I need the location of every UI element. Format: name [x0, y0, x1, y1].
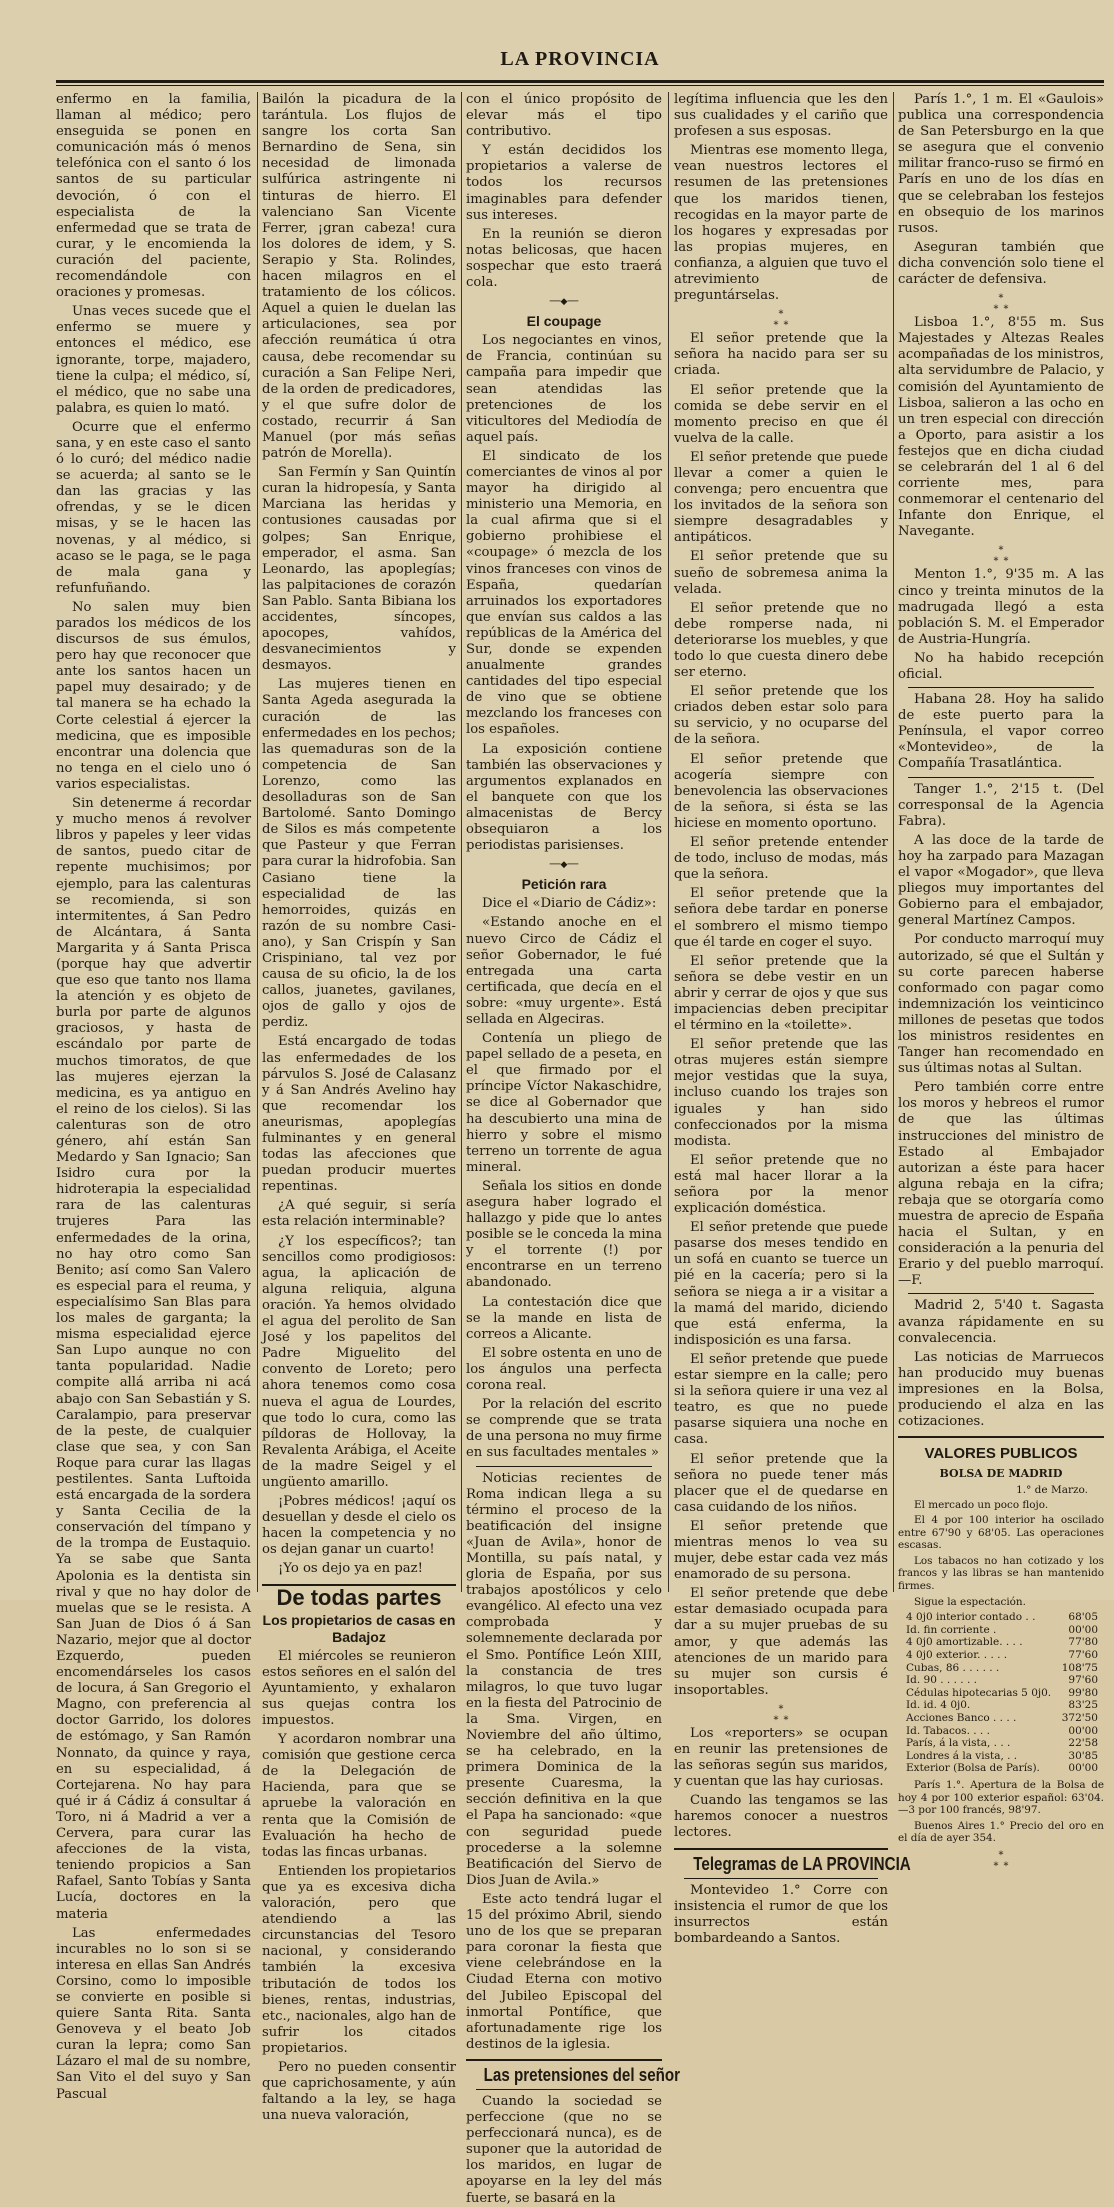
paragraph: con el único propósito de elevar más el tipo contributivo. [466, 92, 662, 140]
paragraph: San Fermín y San Quintín curan la hidropesía, y Santa Marciana las heridas y contusiones causadas por golpes; San Enrique, emperador, el asma. San Leonardo, las apoplegías; las palpitaciones de corazón San Pablo. Santa Bibiana los accidentes, síncopes, apocopes, vahídos, desvanecimientos y desmayos. [262, 465, 456, 674]
paragraph: El señor pretende que puede pasarse dos meses tendido en un sofá en cuanto se tuerce un pié en la cacería; pero si la señora se niega a ir a visitar a la mamá del marido, diciendo que está enferma, la indisposición es una farsa. [674, 1220, 888, 1348]
quote-value: 372'50 [1061, 1712, 1098, 1724]
column-2 [262, 92, 456, 2124]
paragraph: Pero no pueden consentir que caprichosamente, y aún faltando a la ley, se haga una nueva valoración, [262, 2059, 456, 2124]
quote-row [898, 1674, 1104, 1687]
paragraph: Montevideo 1.° Corre con insistencia el rumor de que los insurrectos están bombardeando a Santos. [674, 1882, 888, 1946]
quote-row [898, 1687, 1104, 1700]
paragraph: La exposición contiene también las observaciones y argumentos explanados en el banquete con que los almacenistas de Bercy obsequiaron a los periodistas parisienses. [466, 741, 662, 854]
paragraph: El sobre ostenta en uno de los ángulos una perfecta corona real. [466, 1345, 662, 1394]
divider [908, 1293, 1094, 1294]
quote-value: 77'80 [1068, 1636, 1098, 1649]
paragraph: La contestación dice que se la mande en lista de correos a Alicante. [466, 1294, 662, 1342]
quote-value: 97'60 [1068, 1674, 1098, 1687]
asterism-divider: ∗ ∗ ∗ [992, 543, 1010, 566]
quote-label: Id. 90 . . . . . . [906, 1674, 977, 1687]
paragraph: Está encargado de todas las enfermedades de los párvulos S. José de Calasanz y á San Andrés Avelino hay que recomendar los aneurismas, apoplegías fulminantes y en general todas las afecciones que puedan producir muertes repentinas. [262, 1034, 456, 1195]
paragraph: «Estando anoche en el nuevo Circo de Cádiz el señor Gobernador, le fué entregada una carta certificada, que decía en el sobre: «muy urgente». Está sellada en Algeciras. [466, 915, 662, 1027]
quote-row [898, 1712, 1104, 1725]
quote-label: 4 0j0 exterior. . . . . [906, 1649, 1008, 1662]
paragraph: Este acto tendrá lugar el 15 del próximo Abril, siendo uno de los que se preparan para coronar la fiesta que viene celebrándose en la Ciudad Eterna con motivo del Jubileo Episcopal del inmortal Pontífice, que afortunadamente rige los destinos de la iglesia. [466, 1891, 662, 2052]
quote-value: 99'80 [1068, 1686, 1098, 1699]
article-title-peticion-rara: Petición rara [521, 876, 607, 893]
quote-value: 30'85 [1068, 1749, 1098, 1762]
divider [908, 687, 1094, 688]
paragraph: Unas veces sucede que el enfermo se muere y entonces el médico, ese ignorante, torpe, majadero, tiene la culpa; el médico, sí, el médico, que no sabe una palabra, es quien lo mató. [56, 304, 251, 416]
column-4 [674, 92, 911, 1946]
quote-row [898, 1762, 1104, 1775]
quote-value: 00'00 [1068, 1724, 1098, 1737]
paragraph: El señor pretende que su sueño de sobremesa anima la velada. [674, 549, 888, 597]
paragraph: Los negociantes en vinos, de Francia, continúan su campaña para impedir que sean atendidas las pretenciones de los viticultores del Mediodía de aquel país. [466, 333, 662, 445]
paragraph: legítima influencia que les den sus cualidades y el cariño que profesen a sus esposas. [674, 92, 888, 140]
quote-label: Cubas, 86 . . . . . . [906, 1661, 1000, 1674]
paragraph: Las enfermedades incurables no lo son si se interesa en ellas San Andrés Corsino, como lo imposible se convierte en posible si quiere Santa Rita. Santa Genoveva y el beato Job curan la lepra; como San Lázaro el mal de su nombre, San Vito el del suyo y San Pascual [56, 1925, 251, 2102]
paragraph: Madrid 2, 5'40 t. Sagasta avanza rápidamente en su convalecencia. [898, 1298, 1104, 1346]
paragraph: El señor pretende que mientras menos lo vea su mujer, debe estar cada vez más enamorado de su persona. [674, 1518, 888, 1583]
paragraph: El señor pretende que la señora no puede tener más placer que el de quedarse en casa cuidando de los niños. [674, 1451, 888, 1515]
quote-row [898, 1611, 1104, 1624]
divider [908, 777, 1094, 778]
market-note: París 1.°. Apertura de la Bolsa de hoy 4 por 100 exterior español: 63'04.—3 por 100 francés, 98'97. [898, 1778, 1104, 1817]
paragraph: El señor pretende entender de todo, incluso de modas, más que la señora. [674, 835, 888, 883]
paragraph: El señor pretende que puede llevar a comer a quien le convenga; pero encuentra que los invitados de la señora son siempre desagradables y antipáticos. [674, 449, 888, 546]
section-title-telegramas: Telegramas de LA PROVINCIA [693, 1852, 911, 1874]
quote-row [898, 1662, 1104, 1675]
quote-label: Acciones Banco . . . . [906, 1712, 1017, 1724]
asterism-divider: ∗ ∗ ∗ [772, 307, 790, 330]
paragraph: El señor pretende que no debe romperse nada, ni deteriorarse los muebles, y que todo lo que cuesta dinero debe ser eterno. [674, 600, 888, 681]
paragraph: Y acordaron nombrar una comisión que gestione cerca de la Delegación de Hacienda, para que se apruebe la valoración en renta que la Comisión de Evaluación ha hecho de todas las fincas urbanas. [262, 1732, 456, 1860]
quote-label: París, á la vista, . . . [906, 1737, 1011, 1750]
column-3 [466, 92, 681, 2206]
divider [476, 2089, 652, 2090]
paragraph: El señor pretende que puede estar siempre en la calle; pero si la señora quiere ir una vez al teatro, es que no puede pasarse siquiera una noche en casa. [674, 1351, 888, 1448]
paragraph: enfermo en la familia, llaman al médico; pero enseguida se ponen en comunicación más ó menos telefónica con el santo ó los santos de su particular devoción, ó con el especialista de la enfermedad que se trata de curar, y le encomienda la curación del paciente, recomendándole con oraciones y promesas. [56, 92, 251, 301]
asterism-divider: ∗ ∗ ∗ [772, 1701, 790, 1724]
masthead [56, 48, 1104, 78]
section-title-de-todas-partes: De todas partes [262, 1584, 456, 1606]
quote-row [898, 1750, 1104, 1763]
divider [898, 1436, 1104, 1438]
article-title-coupage: El coupage [526, 313, 602, 330]
market-note: Sigue la espectación. [914, 1595, 1026, 1608]
bolsa-date: 1.° de Marzo. [1016, 1484, 1088, 1497]
paragraph: Lisboa 1.°, 8'55 m. Sus Majestades y Altezas Reales acompañadas de los ministros, alta servidumbre de Palacio, y comisión del Ayuntamiento de Lisboa, salieron a las ocho en un tren especial con dirección a Oporto, para asistir a los festejos que en dicha ciudad se celebrarán del 1 al 6 del corriente mes, para conmemorar el centenario del Infante don Enrique, el Navegante. [898, 315, 1104, 540]
paragraph: Noticias recientes de Roma indican llega a su término el proceso de la beatificación del insigne «Juan de Avila», honor de Montilla, su país natal, y gloria de España, por sus trabajos apostólicos y celo evangélico. Al efecto una vez comprobada y solemnemente declarada por el Smo. Pontífice León XIII, la constancia de tres milagros, lo que tuvo lugar en la fiesta del Patrocinio de la Sma. Virgen, en Noviembre del año último, se ha celebrado, en la primera Dominica de la presente Cuaresma, la sección definitiva en la que el Papa ha sancionado: «que con seguridad puede procederse a la solemne Beatificación del Siervo de Dios Juan de Avila.» [466, 1470, 662, 1888]
market-note: Buenos Aires 1.° Precio del oro en el día de ayer 354. [898, 1819, 1104, 1845]
quote-row [898, 1699, 1104, 1712]
paragraph: El señor pretende que la comida se debe servir en el momento preciso en que él vuelva de la calle. [674, 382, 888, 446]
paragraph: El miércoles se reunieron estos señores en el salón del Ayuntamiento, y exhalaron sus quejas contra los impuestos. [262, 1648, 456, 1728]
paragraph: El señor pretende que debe estar demasiado ocupada para dar a su mujer pruebas de su amor, y que además las atenciones de un marido para su mujer son cursis é insoportables. [674, 1586, 888, 1698]
paragraph: ¡Pobres médicos! ¡aquí os desuellan y desde el cielo os hacen la competencia y no os dejan ganar un cuarto! [262, 1494, 456, 1558]
bolsa-subtitle: BOLSA DE MADRID [939, 1467, 1063, 1481]
divider [476, 1466, 652, 1467]
quote-row [898, 1636, 1104, 1649]
paragraph: Cuando las tengamos se las haremos conocer a nuestros lectores. [674, 1793, 888, 1841]
asterism-divider: ∗ ∗ ∗ [992, 291, 1010, 314]
quote-row [898, 1624, 1104, 1637]
paragraph: El señor pretende que la señora ha nacido para ser su criada. [674, 331, 888, 379]
ornament-divider: ──◆── [549, 860, 579, 871]
divider [466, 2059, 662, 2061]
quote-label: Cédulas hipotecarias 5 0j0. [906, 1686, 1052, 1699]
paragraph: ¡Yo os dejo ya en paz! [278, 1561, 423, 1577]
paragraph: Menton 1.°, 9'35 m. A las cinco y treinta minutos de la madrugada llegó a esta población S. M. el Emperador de Austria-Hungría. [898, 567, 1104, 647]
paragraph: Entienden los propietarios que ya es excesiva dicha valoración, pero que atendiendo a las circunstancias del Tesoro nacional, y considerando también la excesiva tributación de todos los bienes, rentas, industrias, etc., nacionales, algo han de sufrir los citados propietarios. [262, 1863, 456, 2056]
quote-value: 22'58 [1068, 1737, 1098, 1750]
paragraph: El señor pretende que la señora se debe vestir en un abrir y cerrar de ojos y que sus impaciencias deben precipitar el término en la «toilette». [674, 953, 888, 1034]
paragraph: Pero también corre entre los moros y hebreos el rumor de que las últimas instrucciones del ministro de Estado al Embajador autorizan a éste para hacer alguna rebaja en la cifra; rebaja que se otorgaría como muestra de aprecio de España hacia el Sultan, y en consideración a la penuria del Erario y del pueblo marroquí.—F. [898, 1080, 1104, 1289]
paragraph: Por la relación del escrito se comprende que se trata de una persona no muy firme en sus facultades mentales » [466, 1397, 662, 1461]
paragraph: ¿Y los específicos?; tan sencillos como prodigiosos: agua, la aplicación de alguna reliquia, alguna oración. Ya hemos olvidado el agua del perolito de San José y los papelitos del Padre Miguelito del convento de Loreto; pero ahora tenemos como cosa nueva el agua de Lourdes, que todo lo cura, como las píldoras de Hollovay, la Revalenta Arábiga, el Aceite de la madre Seigel y el ungüento amarillo. [262, 1233, 456, 1490]
paragraph: Tanger 1.°, 2'15 t. (Del corresponsal de la Agencia Fabra). [898, 781, 1104, 829]
quote-row [898, 1649, 1104, 1662]
quote-value: 68'05 [1068, 1611, 1098, 1624]
quote-label: Id. Tabacos. . . . [906, 1724, 990, 1737]
quote-row [898, 1737, 1104, 1750]
quotes-table [898, 1611, 1104, 1775]
article-title-pretensiones: Las pretensiones del señor [483, 2063, 681, 2085]
paragraph: Dice el «Diario de Cádiz»: [482, 896, 657, 912]
paragraph: No ha habido recepción oficial. [898, 650, 1104, 682]
column-divider [668, 92, 669, 1592]
paragraph: En la reunión se dieron notas belicosas, que hacen sospechar que esto traerá cola. [466, 226, 662, 291]
market-note: Los tabacos no han cotizado y los francos y las libras se han mantenido firmes. [898, 1554, 1104, 1593]
article-title-propietarios: Los propietarios de casas en Badajoz [262, 1611, 456, 1645]
paragraph: A las doce de la tarde de hoy ha zarpado para Mazagan el vapor «Mogador», que lleva pliegos muy importantes del Gobierno para el embajador, general Martínez Campos. [898, 832, 1104, 929]
paragraph: Las mujeres tienen en Santa Ageda asegurada la curación de las enfermedades en los pechos; las quemaduras son de la competencia de San Lorenzo, como las desolladuras son de San Bartolomé. Santo Domingo de Silos es más competente que Pasteur y que Ferran para curar la hidrofobia. San Casiano tiene la especialidad de las hemorroides, quizás en razón de su nombre Casi-ano), y San Crispín y San Crispiniano, tal vez por causa de su oficio, la de los callos, juanetes, gavilanes, ojos de gallo y ojos de perdiz. [262, 677, 456, 1031]
column-divider [893, 92, 894, 1592]
paragraph: Las noticias de Marruecos han producido muy buenas impresiones en la Bolsa, produciendo el alza en las cotizaciones. [898, 1349, 1104, 1430]
masthead-rule [56, 80, 1104, 86]
quote-label: Id. fin corriente . [906, 1623, 997, 1636]
paragraph: Los «reporters» se ocupan en reunir las pretensiones de las señoras según sus maridos, y cuentan que las hay curiosas. [674, 1725, 888, 1790]
paragraph: Sin detenerme á recordar y mucho menos á revolver libros y papeles y leer vidas de santos, puedo citar de repente muchisimos; por ejemplo, para las calenturas se recomienda, si son intermitentes, á San Pedro de Alcántara, á Santa Margarita y á Santa Prisca (porque hay que advertir que eso que tanto nos llama la atención y es objeto de burla por parte de algunos graciosos, y hasta de escándalo por parte de muchos timoratos, de que las mujeres ejerzan la medicina, es ya antiguo en el reino de los cielos). Si las calenturas son de otro género, ahí están San Medardo y San Ignacio; San Isidro cura por la hidroterapia la especialidad rara de las calenturas trujeres Para las enfermedades de la orina, no hay otro como San Benito; así como San Valero es especial para el reuma, y especialísimo San Blas para los males de garganta; la misma especialidad ejerce San Lupo aunque no con tanta popularidad. Nadie compite allá arriba ni acá abajo con San Sebastián y S. Caralampio, para preservar de la peste, de cualquier clase que sea, y con San Roque para curar las llagas pestilentes. Santa Luftoida está encargada de la sordera y Santa Cecilia de la conservación del tímpano y de la trompa de Eustaquio. Ya se sabe que Santa Apolonia es la dentista sin rival y que no hay dolor de muelas que se le resista. A San Juan de Dios ó á San Nazario, mejor que al doctor Ezquerdo, pueden encomendárseles los casos de locura, á San Gregorio el Magno, con preferencia al doctor Garrido, los dolores de estómago, y San Ramón Nonnato, da quince y raya, en su especialidad, á Cortejarena. No hay para qué ir á Cádiz á consultar á Toro, ni á Madrid a ver a Cervera, para curar las afecciones de la vista, teniendo propicios a San Rafael, Santo Tobías y Santa Lucía, doctores en la materia [56, 796, 251, 1922]
market-note: El 4 por 100 interior ha oscilado entre 67'90 y 68'05. Las operaciones escasas. [898, 1514, 1104, 1552]
quote-value: 77'60 [1068, 1649, 1098, 1662]
quote-label: 4 0j0 amortizable. . . . [906, 1636, 1023, 1649]
divider [674, 1848, 888, 1850]
column-divider [257, 92, 258, 1592]
paragraph: Ocurre que el enfermo sana, y en este caso el santo ó lo curó; del médico nadie se acuerda; al santo se le dan las gracias y las ofrendas, y se le dicen misas, y se le hacen las novenas, y al médico, si acaso se le paga, se le paga de mala gana y refunfuñando. [56, 419, 251, 596]
paragraph: Bailón la picadura de la tarántula. Los flujos de sangre los corta San Bernardino de Sena, sin necesidad de limonada sulfúrica astringente ni tinturas de hierro. El valenciano San Vicente Ferrer, ¡gran cabeza! cura los dolores de idem, y S. Serapio y Sta. Rolindes, hacen milagros en el tratamiento de los cólicos. Aquel a quien le duelan las articulaciones, sea por afección reumática ú otra causa, debe recomendar su curación a San Felipe Neri, de la orden de predicadores, y el que sufre dolor de costado, recurrir á San Manuel (por más señas patrón de Morella). [262, 92, 456, 462]
quote-label: Exterior (Bolsa de París). [906, 1762, 1040, 1775]
quote-value: 83'25 [1068, 1699, 1098, 1712]
ornament-divider: ──◆── [549, 297, 579, 308]
paragraph: No salen muy bien parados los médicos de los discursos de sus émulos, pero hay que reconocer que ante los santos hacen un papel muy desairado; y de tal manera se ha echado la Corte celestial á ejercer la medicina, que es imposible encontrar una dolencia que no tenga en el cielo uno ó varios especialistas. [56, 599, 251, 792]
paragraph: El señor pretende que la señora debe tardar en ponerse el sombrero el mismo tiempo que él tarde en coger el suyo. [674, 886, 888, 950]
paragraph: Cuando la sociedad se perfeccione (que no se perfeccionará nunca), es de suponer que la autoridad de los maridos, en lugar de apoyarse en la ley del más fuerte, se basará en la [466, 2093, 662, 2206]
quote-value: 108'75 [1061, 1661, 1098, 1674]
paragraph: Contenía un pliego de papel sellado de a peseta, en el que firmado por el príncipe Víctor Nakaschidre, se dice al Gobernador que ha descubierto una mina de hierro y sobre el mismo terreno un torrente de agua mineral. [466, 1031, 662, 1175]
paragraph: Señala los sitios en donde asegura haber logrado el hallazgo y pide que lo antes posible se le conceda la mina y el torrente (!) por encontrarse en un terreno abandonado. [466, 1178, 662, 1291]
paragraph: Aseguran también que dicha convención solo tiene el carácter de defensiva. [898, 239, 1104, 288]
paragraph: Habana 28. Hoy ha salido de este puerto para la Península, el vapor correo «Montevideo», de la Compañía Trasatlántica. [898, 692, 1104, 772]
column-5 [898, 92, 1104, 1870]
quote-value: 00'00 [1068, 1623, 1098, 1636]
paragraph: El señor pretende que los criados deben estar solo para su servicio, y no ocuparse del de la señora. [674, 684, 888, 748]
column-1 [56, 92, 251, 2102]
paragraph: ¿A qué seguir, si sería esta relación interminable? [262, 1198, 456, 1230]
quote-value: 00'00 [1068, 1762, 1098, 1775]
newspaper-title: LA PROVINCIA [500, 48, 660, 70]
paragraph: París 1.°, 1 m. El «Gaulois» publica una correspondencia de San Petersburgo en la que se asegura que el convenio militar franco-ruso se firmó en París en uno de los días en que se celebraban los festejos en obsequio de los marinos rusos. [898, 92, 1104, 236]
paragraph: El señor pretende que acogería siempre con benevolencia las observaciones de la señora, si ésta se las hiciese en momento oportuno. [674, 751, 888, 831]
quote-row [898, 1725, 1104, 1738]
paragraph: El señor pretende que las otras mujeres están siempre mejor vestidas que la suya, incluso cuando los trajes son iguales y han sido confeccionados por la misma modista. [674, 1037, 888, 1149]
quote-label: Id. id. 4 0j0. [906, 1699, 971, 1712]
valores-publicos-title: VALORES PUBLICOS [924, 1445, 1078, 1463]
column-divider [461, 92, 462, 1592]
paragraph: Mientras ese momento llega, vean nuestros lectores el resumen de las pretensiones que los maridos tienen, recogidas en la mayor parte de los hogares y expresadas por las propias mujeres, en confianza, a alguien que tuvo el atrevimiento de preguntárselas. [674, 143, 888, 304]
paragraph: El señor pretende que no está mal hacer llorar a la señora por la menor explicación doméstica. [674, 1152, 888, 1217]
divider [684, 1878, 878, 1879]
asterism-divider: ∗ ∗ ∗ [992, 1847, 1010, 1870]
paragraph: Y están decididos los propietarios a valerse de todos los recursos imaginables para defender sus intereses. [466, 143, 662, 223]
market-note: El mercado un poco flojo. [914, 1498, 1049, 1511]
paragraph: Por conducto marroquí muy autorizado, sé que el Sultán y su corte parecen haberse conformado con pagar como indemnización los veinticinco millones de pesetas que todos los ministros residentes en Tanger han recomendado en sus últimas notas al Sultan. [898, 932, 1104, 1077]
quote-label: 4 0j0 interior contado . . [906, 1611, 1036, 1624]
quote-label: Londres á la vista, . . [906, 1749, 1018, 1762]
paragraph: El sindicato de los comerciantes de vinos al por mayor ha dirigido al ministerio una Memoria, en la cual afirma que si el gobierno prohibiese el «coupage» ó mezcla de los vinos franceses con vinos de España, quedarían arruinados los exportadores que envían sus caldos a las repúblicas de la América del Sur, donde se expenden anualmente grandes cantidades del tipo especial de vino que se obtiene mezclando los franceses con los españoles. [466, 448, 662, 738]
